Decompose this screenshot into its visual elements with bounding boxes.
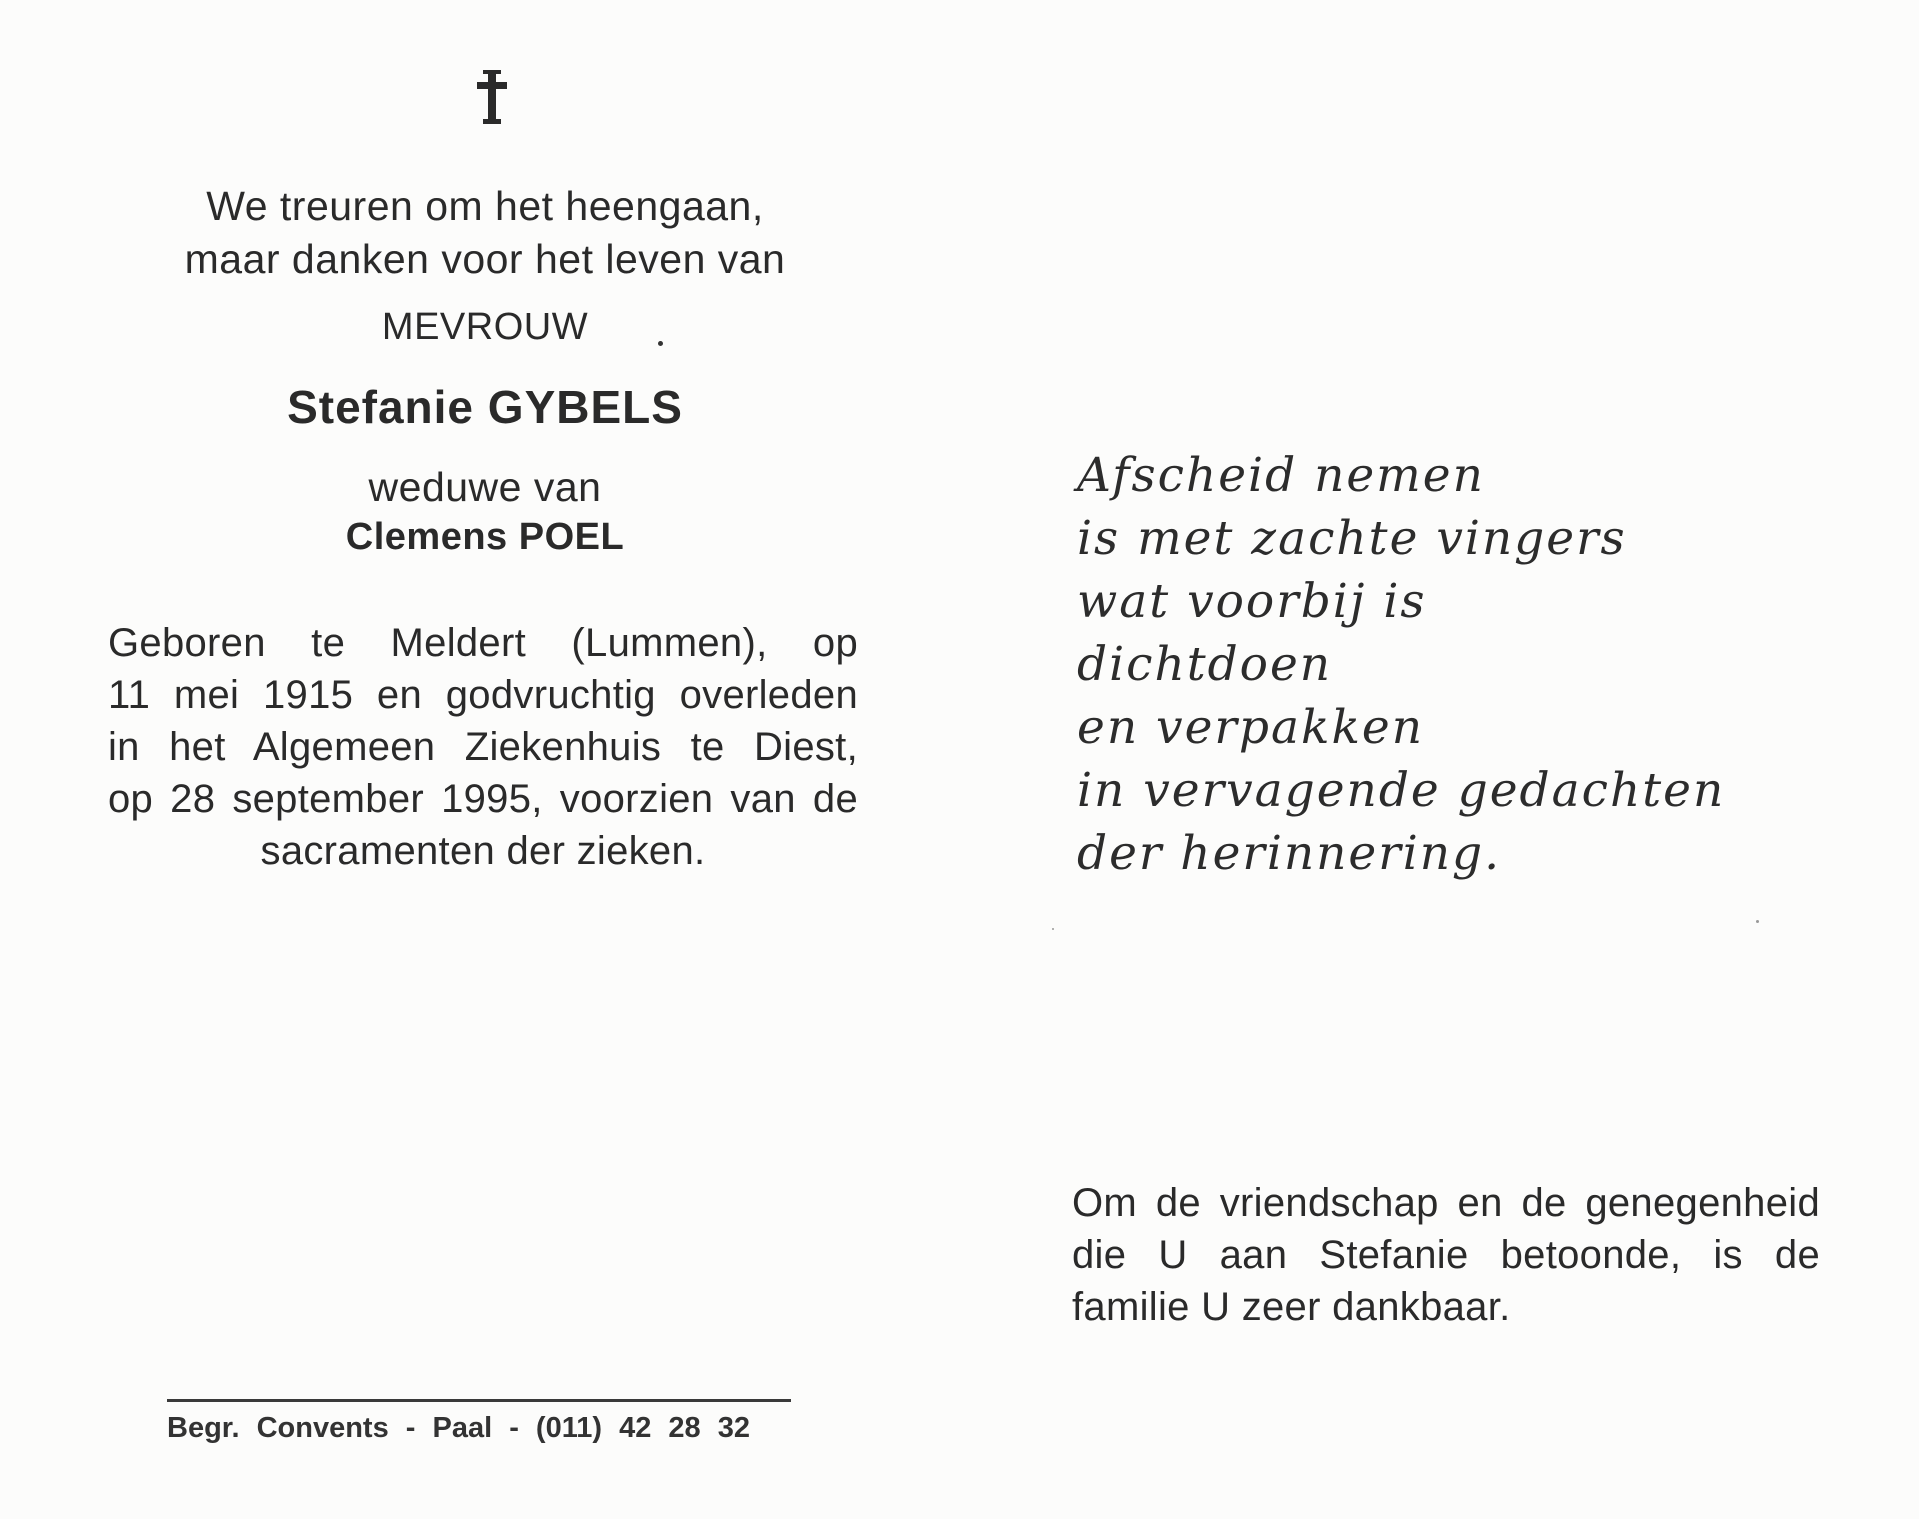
deceased-name: Stefanie GYBELS [287, 381, 683, 433]
thanks-line: die U aan Stefanie betoonde, is de [1072, 1233, 1820, 1277]
paper-speck [1756, 920, 1759, 923]
poem-line: in vervagende gedachten [1077, 763, 1726, 818]
poem-line: dichtdoen [1077, 637, 1333, 692]
biography [108, 617, 858, 877]
widow-label: weduwe van [368, 464, 602, 510]
poem-line: is met zachte vingers [1077, 511, 1627, 566]
poem-line: wat voorbij is [1077, 574, 1427, 629]
thanks-text [1072, 1177, 1820, 1333]
honorific: MEVROUW [381, 306, 589, 348]
bio-line: op 28 september 1995, voorzien van de [108, 777, 858, 821]
intro-text [110, 180, 860, 286]
paper-speck [1052, 928, 1054, 930]
footer-credit: Begr. Convents - Paal - (011) 42 28 32 [167, 1412, 750, 1444]
poem-line: en verpakken [1077, 700, 1425, 755]
bio-line: Geboren te Meldert (Lummen), op [108, 621, 858, 665]
bio-line: sacramenten der zieken. [260, 829, 706, 873]
stray-ink-dot [658, 341, 663, 346]
intro-line: We treuren om het heengaan, [206, 183, 764, 229]
poem-line: Afscheid nemen [1077, 448, 1485, 503]
thanks-line: familie U zeer dankbaar. [1072, 1285, 1511, 1329]
cross-icon [474, 70, 510, 124]
poem-line: der herinnering. [1077, 826, 1502, 881]
footer-divider [167, 1399, 791, 1402]
husband-name: Clemens POEL [345, 516, 625, 558]
bio-line: 11 mei 1915 en godvruchtig overleden [108, 673, 858, 717]
poem [1077, 444, 1725, 885]
thanks-line: Om de vriendschap en de genegenheid [1072, 1181, 1820, 1225]
intro-line: maar danken voor het leven van [184, 236, 786, 282]
bio-line: in het Algemeen Ziekenhuis te Diest, [108, 725, 858, 769]
